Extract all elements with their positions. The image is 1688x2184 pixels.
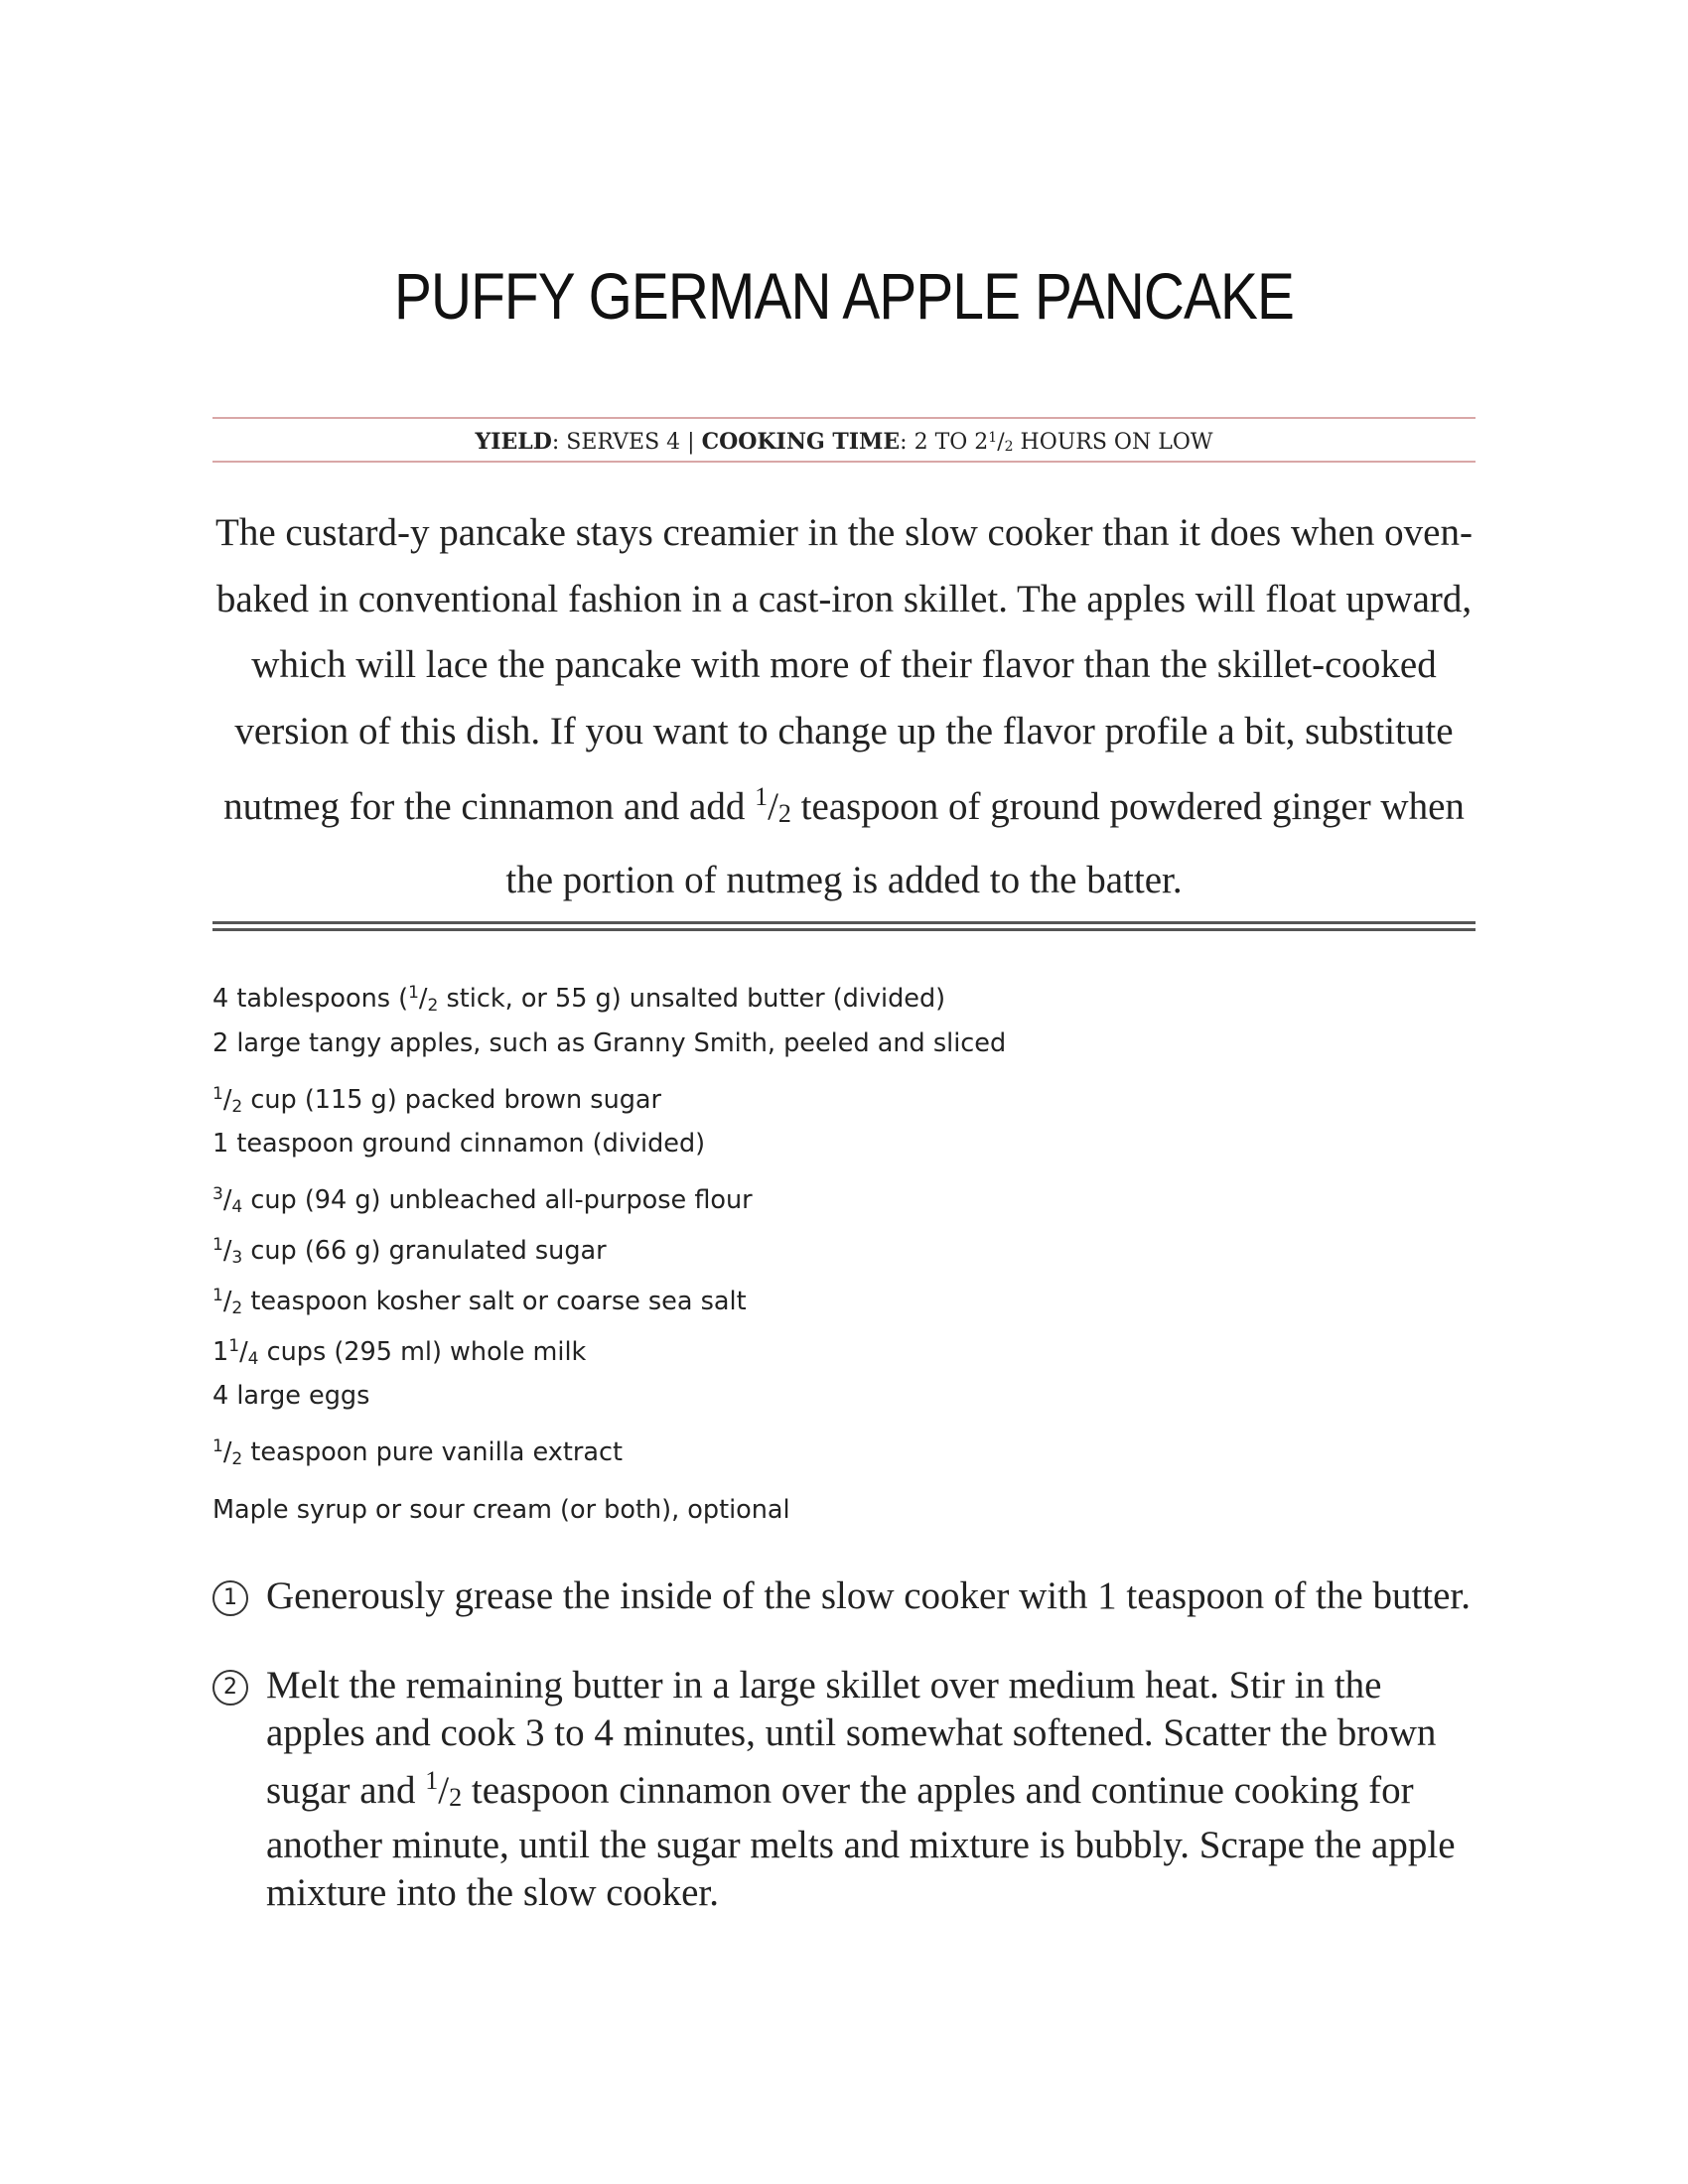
ingredient-item [212, 971, 1476, 1022]
fraction-slash: / [222, 1286, 232, 1316]
fraction-slash: / [418, 984, 428, 1014]
ingredient-item [212, 1022, 1476, 1072]
fraction-slash: / [438, 1769, 450, 1812]
fraction-denominator: 2 [449, 1783, 463, 1812]
fraction-denominator: 4 [231, 1197, 243, 1218]
ingredient-item [212, 1223, 1476, 1274]
fraction-numerator: 3 [212, 1184, 223, 1205]
recipe-title: PUFFY GERMAN APPLE PANCAKE [393, 259, 1295, 333]
section-divider-bottom [212, 928, 1476, 931]
yield-value: : SERVES 4 | [551, 430, 702, 455]
recipe-intro [212, 500, 1476, 913]
ingredient-text: 4 tablespoons ( [212, 984, 409, 1014]
step-text-start: Melt the remaining butter in a large skillet over medium heat. Stir in the apples and cook 3 to 4 minutes, until somewhat softened. Scatter the brown sugar and [266, 1664, 1437, 1812]
fraction-denominator: 2 [231, 1297, 243, 1318]
ingredient-text-end: cup (66 g) granulated sugar [242, 1235, 607, 1266]
ingredient-text-end: cups (295 ml) whole milk [258, 1336, 587, 1367]
section-divider-top [212, 921, 1476, 924]
fraction-denominator: 2 [231, 1449, 243, 1470]
yield-label: YIELD [475, 429, 552, 455]
ingredient-text: 1 teaspoon ground cinnamon (divided) [212, 1129, 706, 1160]
step-text [266, 1572, 1476, 1620]
ingredient-item [212, 1425, 1476, 1475]
cooking-time-value: : 2 TO 2 [900, 430, 989, 455]
ingredient-text-end: cup (94 g) unbleached all-purpose flour [242, 1185, 753, 1216]
fraction-numerator: 1 [408, 983, 419, 1003]
ingredient-item [212, 1274, 1476, 1324]
fraction-slash: / [222, 1437, 232, 1468]
fraction-denominator: 3 [231, 1247, 243, 1268]
ingredient-text-end: cup (115 g) packed brown sugar [242, 1084, 662, 1115]
ingredient-text-end: stick, or 55 g) unsalted butter (divided) [438, 984, 946, 1014]
fraction-numerator: 1 [212, 1436, 223, 1457]
ingredient-text-end: teaspoon pure vanilla extract [242, 1437, 623, 1468]
fraction-numerator: 1 [212, 1083, 223, 1104]
step-text-start: Generously grease the inside of the slow cooker with 1 teaspoon of the butter. [266, 1574, 1472, 1617]
recipe-meta [212, 423, 1476, 462]
fraction-slash: / [222, 1235, 232, 1266]
fraction-denominator: 2 [777, 799, 791, 828]
fraction-numerator: 1 [988, 430, 998, 446]
intro-text: The custard-y pancake stays creamier in the slow cooker than it does when oven-baked in conventional fashion in a cast-iron skillet. The apples will float upward, which will lace the pancake with more of their flavor than the skillet-cooked version of this dish. If you want to change up the flavor profile a bit, substitute nutmeg for the cinnamon and add [215, 511, 1473, 828]
ingredient-text: 2 large tangy apples, such as Granny Smith, peeled and sliced [212, 1027, 1007, 1058]
fraction-numerator: 1 [755, 782, 769, 811]
fraction-slash: / [222, 1084, 232, 1115]
fraction-slash: / [222, 1185, 232, 1216]
step-text-end: teaspoon cinnamon over the apples and continue cooking for another minute, until the sugar melts and mixture is bubbly. Scrape the apple mixture into the slow cooker. [266, 1769, 1456, 1914]
fraction-denominator: 4 [247, 1348, 259, 1369]
ingredient-text: 4 large eggs [212, 1381, 370, 1412]
meta-top-rule [212, 417, 1476, 419]
ingredient-list [212, 971, 1476, 1475]
cooking-time-suffix: HOURS ON LOW [1013, 430, 1213, 455]
ingredient-text: 1 [212, 1336, 229, 1367]
ingredient-item [212, 1172, 1476, 1223]
method-step [212, 1662, 1476, 1917]
fraction-slash: / [997, 430, 1005, 455]
fraction-numerator: 1 [425, 1766, 439, 1795]
step-number-icon: 1 [212, 1580, 248, 1616]
fraction-numerator: 1 [212, 1285, 223, 1305]
step-text [266, 1662, 1476, 1917]
fraction-slash: / [239, 1336, 248, 1367]
fraction-denominator: 2 [427, 996, 439, 1016]
fraction-slash: / [768, 785, 778, 828]
meta-bottom-rule [212, 461, 1476, 463]
method-steps [212, 1572, 1476, 1917]
optional-ingredient: Maple syrup or sour cream (or both), optional [212, 1495, 790, 1525]
ingredient-item [212, 1122, 1476, 1172]
ingredient-text-end: teaspoon kosher salt or coarse sea salt [242, 1286, 747, 1316]
fraction-numerator: 1 [212, 1234, 223, 1255]
method-step [212, 1572, 1476, 1620]
fraction-numerator: 1 [228, 1335, 240, 1356]
cooking-time-label: COOKING TIME [701, 429, 901, 455]
fraction-denominator: 2 [231, 1096, 243, 1117]
step-number-icon: 2 [212, 1670, 248, 1706]
ingredient-item [212, 1324, 1476, 1375]
ingredient-item [212, 1072, 1476, 1123]
ingredient-item [212, 1374, 1476, 1425]
intro-text-end: teaspoon of ground powdered ginger when the portion of nutmeg is added to the batter. [505, 785, 1465, 901]
fraction-denominator: 2 [1004, 439, 1014, 455]
